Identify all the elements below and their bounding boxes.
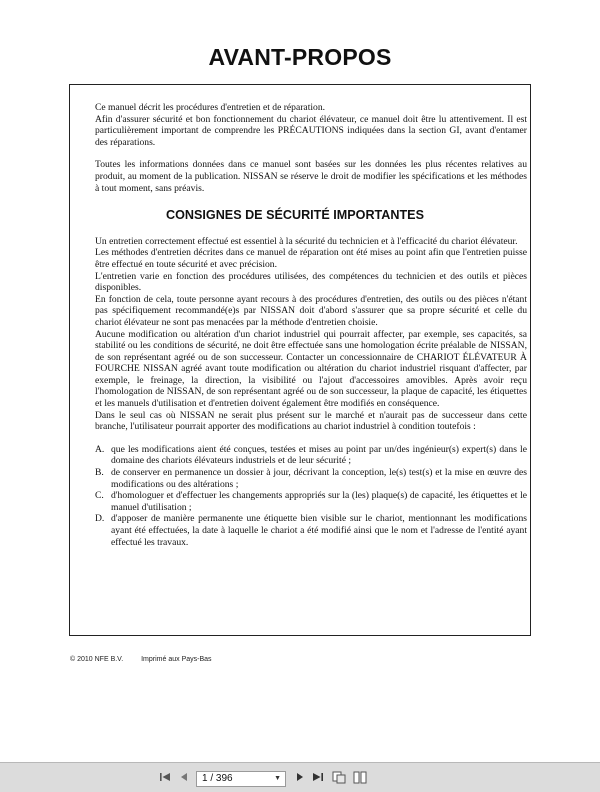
list-item-letter: A.	[95, 443, 105, 455]
pdf-toolbar	[0, 762, 600, 792]
page-title: AVANT-PROPOS	[208, 44, 392, 70]
page-indicator: 1 / 396	[202, 773, 233, 784]
safety-paragraph: L'entretien varie en fonction des procédures utilisées, des compétences du technicien et des outils et pièces disponibles.	[95, 270, 527, 294]
page-layout-icon[interactable]	[352, 771, 368, 785]
safety-paragraph: Les méthodes d'entretien décrites dans ce manuel de réparation ont été mises au point afin que l'entretien puisse être effectué en toute sécurité et avec précision.	[95, 247, 527, 270]
previous-page-icon[interactable]	[178, 771, 190, 785]
list-item-text: que les modifications aient été conçues, testées et mises au point par un/des ingénieur(s) expert(s) dans le domaine des chariots élévateurs industriels et de leur sécurité ;	[111, 443, 527, 467]
list-item	[95, 467, 527, 490]
list-item-letter: D.	[95, 513, 105, 525]
safety-paragraph: Aucune modification ou altération d'un chariot industriel qui pourrait affecter, par exemple, ses capacités, sa stabilité ou les conditions de sécurité, ne doit être effectuée sans une homologation écrite préalable de NISSAN, de son représentant agréé ou de son successeur. Contacter un concessionnaire de CHARIOT ÉLÉVATEUR À FOURCHE NISSAN agréé avant toute modification ou altération du chariot industriel risquant d'affecter, par exemple, le freinage, la direction, la visibilité ou l'ajout d'accessoires amovibles. Après avoir reçu l'homologation de NISSAN, de son représentant agréé ou de son successeur, la plaque de capacité, les étiquettes et les manuels d'utilisation et d'entretien doivent également être modifiés en conséquence.	[95, 328, 527, 410]
list-item-text: de conserver en permanence un dossier à jour, décrivant la conception, le(s) test(s) et la mise en œuvre des modifications ou des altérations ;	[111, 467, 527, 490]
list-item-letter: B.	[95, 467, 104, 479]
conditions-list	[95, 444, 527, 548]
intro-paragraph: Afin d'assurer sécurité et bon fonctionnement du chariot élévateur, ce manuel doit être lu attentivement. Il est particulièrement important de comprendre les PRÉCAUTIONS indiquées dans la section GI, avant d'entamer des réparations.	[95, 113, 527, 148]
last-page-icon[interactable]	[311, 771, 325, 785]
section-heading: CONSIGNES DE SÉCURITÉ IMPORTANTES	[166, 208, 424, 223]
fit-page-icon[interactable]	[331, 771, 347, 785]
intro-paragraph: Ce manuel décrit les procédures d'entretien et de réparation.	[95, 102, 326, 113]
page-footer	[70, 656, 228, 663]
next-page-icon[interactable]	[294, 771, 306, 785]
list-item	[95, 490, 527, 513]
safety-paragraph: En fonction de cela, toute personne ayant recours à des procédures d'entretien, des outils ou des pièces n'étant pas spécifiquement recommandé(e)s par NISSAN doit d'abord s'assurer que sa propre sécurité et celle du chariot élévateur ne sont pas menacées par la méthode d'entretien choisie.	[95, 293, 527, 328]
document-body	[95, 102, 527, 548]
list-item	[95, 513, 527, 548]
safety-paragraph: Un entretien correctement effectué est essentiel à la sécurité du technicien et à l'efficacité du chariot élévateur.	[95, 235, 518, 247]
list-item-letter: C.	[95, 490, 104, 502]
first-page-icon[interactable]	[158, 771, 172, 785]
chevron-down-icon[interactable]: ▼	[274, 775, 281, 782]
list-item	[95, 444, 527, 467]
safety-paragraph: Dans le seul cas où NISSAN ne serait plus présent sur le marché et n'aurait pas de successeur dans cette branche, l'utilisateur pourrait apporter des modifications au chariot industriel à condition toutefois :	[95, 409, 527, 433]
copyright-text: © 2010 NFE B.V.	[70, 656, 124, 663]
printed-text: Imprimé aux Pays-Bas	[141, 656, 212, 663]
list-item-text: d'apposer de manière permanente une étiquette bien visible sur le chariot, mentionnant les modifications ayant été effectuées, la date à laquelle le chariot a été modifié ainsi que le nom et l'adresse de l'entité ayant effectué les travaux.	[111, 513, 527, 548]
intro-paragraph: Toutes les informations données dans ce manuel sont basées sur les données les plus récentes relatives au produit, au moment de la publication. NISSAN se réserve le droit de modifier les spécifications et les méthodes à tout moment, sans préavis.	[95, 159, 527, 194]
list-item-text: d'homologuer et d'effectuer les changements appropriés sur la (les) plaque(s) de capacité, les étiquettes et le manuel d'utilisation ;	[111, 490, 527, 513]
page-number-field[interactable]	[196, 771, 286, 787]
